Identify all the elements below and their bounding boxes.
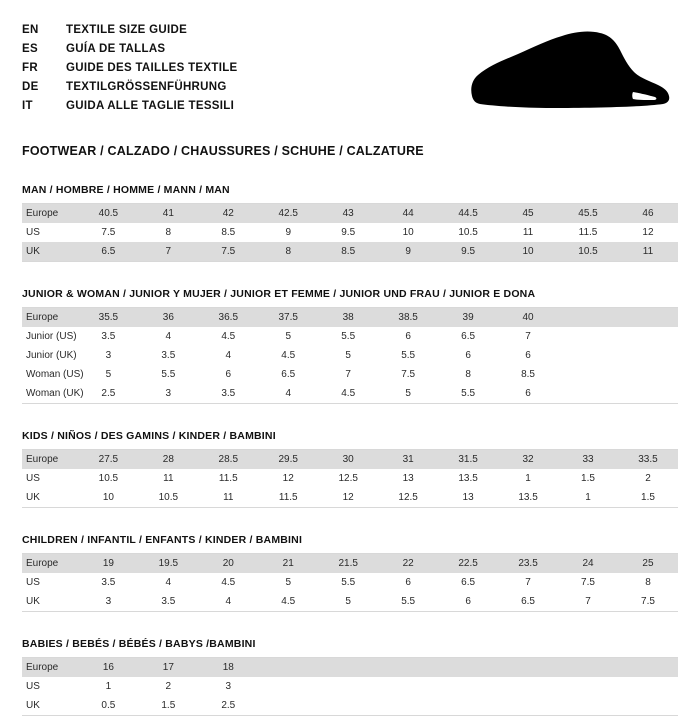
size-cell <box>618 346 678 365</box>
size-cell <box>318 658 378 677</box>
table-row <box>22 573 678 592</box>
size-section-title: KIDS / NIÑOS / DES GAMINS / KINDER / BAMBINI <box>22 430 678 450</box>
size-cell: 10 <box>102 492 114 503</box>
size-cell: 1.5 <box>161 700 176 711</box>
size-table <box>22 204 678 261</box>
size-cell: 36.5 <box>198 308 258 327</box>
size-cell: 28.5 <box>198 450 258 469</box>
row-label: UK <box>26 700 40 711</box>
size-cell: 5 <box>405 388 411 399</box>
size-cell: 5 <box>345 596 351 607</box>
size-cell <box>558 677 618 696</box>
table-row <box>22 308 678 327</box>
size-cell: 23.5 <box>498 554 558 573</box>
row-label: Europe <box>22 554 78 573</box>
size-cell: 3.5 <box>101 331 116 342</box>
size-cell: 5.5 <box>461 388 476 399</box>
size-cell: 4.5 <box>281 596 296 607</box>
size-cell: 6.5 <box>521 596 535 607</box>
size-cell: 6 <box>405 331 411 342</box>
size-cell: 21 <box>258 554 318 573</box>
table-row <box>22 242 678 261</box>
language-title: GUIDA ALLE TAGLIE TESSILI <box>66 100 235 112</box>
size-cell: 11.5 <box>218 473 238 484</box>
size-cell: 20 <box>198 554 258 573</box>
size-cell: 31.5 <box>438 450 498 469</box>
size-cell: 11 <box>522 227 534 238</box>
row-label: Europe <box>22 450 78 469</box>
size-cell: 11 <box>163 473 174 484</box>
size-cell: 7.5 <box>641 596 655 607</box>
size-cell <box>438 658 498 677</box>
size-cell: 9.5 <box>341 227 356 238</box>
size-cell: 6.5 <box>461 331 476 342</box>
section-divider <box>22 261 678 262</box>
size-cell: 7 <box>585 596 591 607</box>
size-cell: 46 <box>618 204 678 223</box>
size-cell: 2 <box>165 681 172 692</box>
section-divider <box>22 507 678 508</box>
size-section <box>22 430 678 508</box>
size-cell: 11 <box>618 242 678 261</box>
row-label: Europe <box>22 204 78 223</box>
section-divider <box>22 611 678 612</box>
size-cell <box>558 658 618 677</box>
size-cell: 10.5 <box>98 473 119 484</box>
size-cell: 32 <box>498 450 558 469</box>
size-cell <box>618 327 678 346</box>
size-cell: 7.5 <box>101 227 116 238</box>
dress-shoe-icon <box>442 30 674 114</box>
size-cell <box>378 677 438 696</box>
size-cell: 17 <box>138 658 198 677</box>
size-cell: 22 <box>378 554 438 573</box>
size-cell <box>318 677 378 696</box>
size-cell: 22.5 <box>438 554 498 573</box>
size-cell: 4.5 <box>281 350 296 361</box>
size-sections <box>22 184 678 716</box>
size-cell <box>618 696 678 715</box>
size-cell <box>498 677 558 696</box>
size-cell: 29.5 <box>258 450 318 469</box>
size-cell: 4 <box>225 596 232 607</box>
table-row <box>22 658 678 677</box>
size-cell: 10 <box>498 242 558 261</box>
size-cell: 13.5 <box>458 473 478 484</box>
size-cell: 4.5 <box>221 577 236 588</box>
section-divider <box>22 403 678 404</box>
size-cell: 41 <box>138 204 198 223</box>
size-cell: 4 <box>285 388 292 399</box>
size-cell: 6 <box>465 350 471 361</box>
size-cell: 8.5 <box>221 227 236 238</box>
size-cell: 6.5 <box>281 369 296 380</box>
table-row <box>22 346 678 365</box>
table-row <box>22 327 678 346</box>
size-cell: 1.5 <box>641 492 655 503</box>
size-cell: 40.5 <box>78 204 138 223</box>
size-cell <box>618 384 678 403</box>
size-cell: 13.5 <box>518 492 538 503</box>
size-cell <box>258 677 318 696</box>
size-cell: 33.5 <box>618 450 678 469</box>
size-cell: 42.5 <box>258 204 318 223</box>
size-cell: 2.5 <box>221 700 236 711</box>
size-cell: 3.5 <box>221 388 236 399</box>
size-cell: 40 <box>498 308 558 327</box>
row-label: UK <box>26 596 40 607</box>
size-section <box>22 288 678 404</box>
size-cell: 2.5 <box>101 388 116 399</box>
size-cell <box>438 696 498 715</box>
language-title: GUÍA DE TALLAS <box>66 43 166 55</box>
size-cell <box>618 308 678 327</box>
size-cell: 8 <box>258 242 318 261</box>
size-cell: 5.5 <box>401 350 416 361</box>
size-cell: 18 <box>198 658 258 677</box>
size-section <box>22 184 678 262</box>
row-label: Junior (UK) <box>26 350 77 361</box>
row-label: Junior (US) <box>26 331 77 342</box>
size-section-title: JUNIOR & WOMAN / JUNIOR Y MUJER / JUNIOR ET FEMME / JUNIOR UND FRAU / JUNIOR E DONA <box>22 288 678 308</box>
size-cell: 5.5 <box>401 596 416 607</box>
size-cell <box>558 365 618 384</box>
size-cell: 3 <box>225 681 232 692</box>
table-row <box>22 592 678 611</box>
size-cell <box>438 677 498 696</box>
size-cell: 5.5 <box>341 577 356 588</box>
size-cell: 24 <box>558 554 618 573</box>
size-section <box>22 534 678 612</box>
table-row <box>22 450 678 469</box>
size-cell: 9.5 <box>438 242 498 261</box>
size-cell <box>558 327 618 346</box>
size-cell: 4.5 <box>221 331 236 342</box>
size-cell: 1.5 <box>581 473 595 484</box>
size-cell <box>618 677 678 696</box>
size-cell: 7.5 <box>198 242 258 261</box>
size-table <box>22 554 678 611</box>
size-cell: 37.5 <box>258 308 318 327</box>
size-cell: 4 <box>165 577 172 588</box>
size-cell: 45.5 <box>558 204 618 223</box>
size-cell <box>558 308 618 327</box>
size-cell: 8 <box>645 577 651 588</box>
size-cell <box>558 346 618 365</box>
table-row <box>22 223 678 242</box>
size-cell <box>258 658 318 677</box>
size-cell <box>318 696 378 715</box>
size-cell: 10.5 <box>458 227 478 238</box>
size-cell: 25 <box>618 554 678 573</box>
size-cell: 1 <box>105 681 112 692</box>
size-cell: 7 <box>345 369 351 380</box>
language-title: GUIDE DES TAILLES TEXTILE <box>66 62 238 74</box>
size-cell: 19 <box>78 554 138 573</box>
table-row <box>22 365 678 384</box>
size-cell: 9 <box>378 242 438 261</box>
size-cell: 10 <box>402 227 414 238</box>
size-section-title: MAN / HOMBRE / HOMME / MANN / MAN <box>22 184 678 204</box>
size-cell: 1 <box>585 492 591 503</box>
size-cell <box>558 696 618 715</box>
size-cell: 13 <box>402 473 414 484</box>
row-label: US <box>26 577 40 588</box>
size-cell: 13 <box>462 492 474 503</box>
language-title: TEXTILE SIZE GUIDE <box>66 24 188 36</box>
row-label: Woman (UK) <box>26 388 84 399</box>
language-code: EN <box>22 24 39 36</box>
size-cell: 30 <box>318 450 378 469</box>
size-cell: 8.5 <box>318 242 378 261</box>
size-cell <box>498 658 558 677</box>
size-cell: 11.5 <box>278 492 298 503</box>
size-cell: 8.5 <box>521 369 535 380</box>
language-code: IT <box>22 100 33 112</box>
row-label: US <box>26 227 40 238</box>
size-table <box>22 308 678 403</box>
size-cell: 1 <box>525 473 531 484</box>
size-cell <box>618 365 678 384</box>
size-cell <box>378 696 438 715</box>
table-row <box>22 384 678 403</box>
row-label: US <box>26 473 40 484</box>
row-label: UK <box>22 242 78 261</box>
size-cell: 43 <box>318 204 378 223</box>
size-cell: 3 <box>105 350 112 361</box>
size-cell: 7 <box>525 577 531 588</box>
size-table <box>22 450 678 507</box>
size-cell: 16 <box>78 658 138 677</box>
size-cell: 39 <box>438 308 498 327</box>
size-cell: 35.5 <box>78 308 138 327</box>
row-label: US <box>26 681 40 692</box>
size-cell: 6 <box>225 369 232 380</box>
size-cell: 5 <box>345 350 351 361</box>
size-cell: 12 <box>282 473 294 484</box>
table-row <box>22 469 678 488</box>
size-cell: 6 <box>525 388 531 399</box>
row-label: Europe <box>22 308 78 327</box>
size-cell: 28 <box>138 450 198 469</box>
size-cell <box>498 696 558 715</box>
size-cell: 3.5 <box>161 596 176 607</box>
size-section-title: BABIES / BEBÉS / BÉBÉS / BABYS /BAMBINI <box>22 638 678 658</box>
table-row <box>22 204 678 223</box>
language-code: DE <box>22 81 39 93</box>
size-table <box>22 658 678 715</box>
row-label: Europe <box>22 658 78 677</box>
size-cell: 3 <box>105 596 112 607</box>
table-row <box>22 677 678 696</box>
size-cell: 4 <box>165 331 172 342</box>
size-cell: 7 <box>138 242 198 261</box>
size-cell: 3.5 <box>161 350 176 361</box>
footwear-heading: FOOTWEAR / CALZADO / CHAUSSURES / SCHUHE / CALZATURE <box>22 144 424 158</box>
size-cell: 3 <box>165 388 172 399</box>
size-cell: 42 <box>198 204 258 223</box>
size-cell: 9 <box>285 227 292 238</box>
size-cell: 4 <box>225 350 232 361</box>
size-cell: 38 <box>318 308 378 327</box>
size-cell: 27.5 <box>78 450 138 469</box>
size-cell: 7.5 <box>401 369 416 380</box>
size-cell: 7.5 <box>581 577 595 588</box>
size-cell: 38.5 <box>378 308 438 327</box>
size-section-title: CHILDREN / INFANTIL / ENFANTS / KINDER / BAMBINI <box>22 534 678 554</box>
size-cell: 36 <box>138 308 198 327</box>
row-label: UK <box>26 492 40 503</box>
size-cell: 12.5 <box>338 473 358 484</box>
size-cell: 6 <box>465 596 471 607</box>
row-label: Woman (US) <box>26 369 84 380</box>
size-cell: 5 <box>105 369 112 380</box>
size-cell: 6 <box>405 577 411 588</box>
size-cell: 21.5 <box>318 554 378 573</box>
size-cell: 8 <box>165 227 172 238</box>
size-cell: 5.5 <box>161 369 176 380</box>
document-header <box>22 24 678 124</box>
size-cell: 5 <box>285 577 292 588</box>
size-cell: 2 <box>645 473 651 484</box>
size-cell: 12 <box>342 492 354 503</box>
size-cell: 7 <box>525 331 531 342</box>
language-code: FR <box>22 62 38 74</box>
size-cell: 33 <box>558 450 618 469</box>
size-cell: 6 <box>525 350 531 361</box>
size-cell: 10.5 <box>158 492 179 503</box>
size-cell: 19.5 <box>138 554 198 573</box>
table-row <box>22 554 678 573</box>
size-cell: 44 <box>378 204 438 223</box>
size-cell: 45 <box>498 204 558 223</box>
size-cell: 11 <box>223 492 234 503</box>
size-cell: 12 <box>642 227 654 238</box>
size-cell: 3.5 <box>101 577 116 588</box>
size-cell: 0.5 <box>101 700 116 711</box>
size-section <box>22 638 678 716</box>
size-cell: 44.5 <box>438 204 498 223</box>
size-cell: 5 <box>285 331 292 342</box>
size-cell: 12.5 <box>398 492 418 503</box>
table-row <box>22 488 678 507</box>
size-cell: 31 <box>378 450 438 469</box>
size-cell: 4.5 <box>341 388 356 399</box>
size-cell: 5.5 <box>341 331 356 342</box>
size-cell <box>258 696 318 715</box>
language-code: ES <box>22 43 38 55</box>
size-cell <box>558 384 618 403</box>
size-cell: 8 <box>465 369 471 380</box>
size-cell: 6.5 <box>461 577 476 588</box>
size-cell <box>378 658 438 677</box>
size-cell: 10.5 <box>558 242 618 261</box>
table-row <box>22 696 678 715</box>
language-title: TEXTILGRÖSSENFÜHRUNG <box>66 81 227 93</box>
size-cell: 6.5 <box>78 242 138 261</box>
size-cell <box>618 658 678 677</box>
size-cell: 11.5 <box>578 227 598 238</box>
